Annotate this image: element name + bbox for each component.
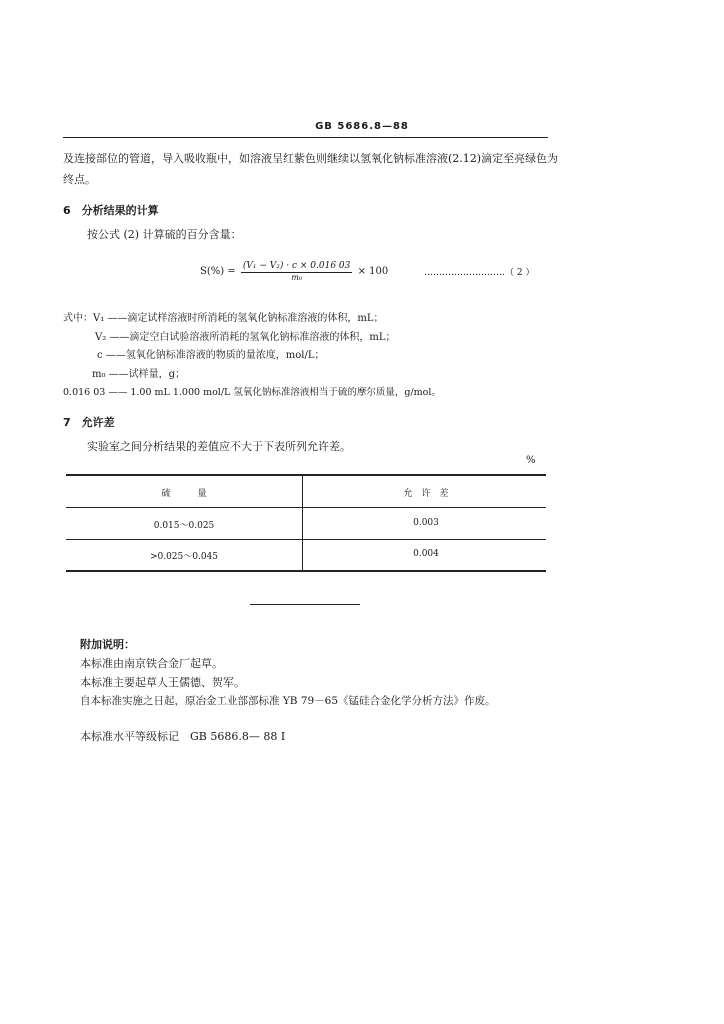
formula-equation-number: ………………………（ 2 ）	[424, 268, 535, 278]
formula-2	[200, 261, 388, 282]
definition-m0: m₀ ——试样量，g；	[92, 369, 186, 380]
section-7-intro: 实验室之间分析结果的差值应不大于下表所列允许差。	[87, 440, 351, 453]
header-standard-code: GB 5686.8—88	[315, 121, 409, 132]
table-bottom-rule	[66, 570, 546, 572]
header-rule	[63, 137, 548, 138]
notes-line-2: 本标准主要起草人王儒德、贺军。	[80, 676, 245, 689]
notes-line-3: 自本标准实施之日起，原冶金工业部部标准 YB 79－65《锰硅合金化学分析方法》作废。	[80, 695, 496, 707]
table-top-rule	[66, 474, 546, 476]
table-column-divider	[302, 476, 303, 571]
section-7-title: 7 允许差	[63, 416, 115, 429]
table-row-1-range: 0.015～0.025	[153, 521, 215, 531]
continuation-line-2: 终点。	[63, 173, 96, 186]
definition-v1: 式中：V₁ ——滴定试样溶液时所消耗的氢氧化钠标准溶液的体积，mL；	[63, 313, 384, 324]
formula-fraction	[241, 261, 352, 282]
table-row-2-range: >0.025～0.045	[149, 552, 219, 562]
continuation-line-1: 及连接部位的管道，导入吸收瓶中，如溶液呈红紫色则继续以氢氧化钠标准溶液(2.12)滴定至亮绿色为	[63, 152, 559, 165]
definition-c: c ——氢氧化钠标准溶液的物质的量浓度，mol/L；	[97, 350, 325, 361]
formula-denominator: m₀	[291, 273, 303, 282]
notes-line-1: 本标准由南京铁合金厂起草。	[80, 657, 223, 670]
definition-molar-mass: 0.016 03 —— 1.00 mL 1.000 mol/L 氢氧化钠标准溶液相当于硫的摩尔质量，g/mol。	[63, 387, 441, 398]
definition-v2: V₂ ——滴定空白试验溶液所消耗的氢氧化钠标准溶液的体积，mL；	[95, 332, 396, 343]
formula-lhs: S(%) =	[200, 266, 236, 277]
table-header-rule	[66, 507, 546, 508]
table-header-allowance: 允 许 差	[403, 489, 449, 499]
table-row-rule	[66, 539, 546, 540]
table-row-2-allowance: 0.004	[413, 549, 439, 559]
standard-level-mark: 本标准水平等级标记 GB 5686.8— 88 I	[80, 730, 286, 743]
formula-numerator: (V₁ − V₂) · c × 0.016 03	[242, 261, 351, 271]
table-header-sulfur: 硫 量	[161, 489, 207, 499]
table-unit: %	[526, 455, 536, 466]
section-6-intro: 按公式 (2) 计算硫的百分含量：	[87, 228, 242, 241]
end-rule	[250, 604, 360, 605]
table-row-1-allowance: 0.003	[413, 518, 439, 528]
section-6-title: 6 分析结果的计算	[63, 204, 159, 217]
formula-tail: × 100	[357, 266, 389, 277]
notes-title: 附加说明：	[80, 638, 135, 651]
